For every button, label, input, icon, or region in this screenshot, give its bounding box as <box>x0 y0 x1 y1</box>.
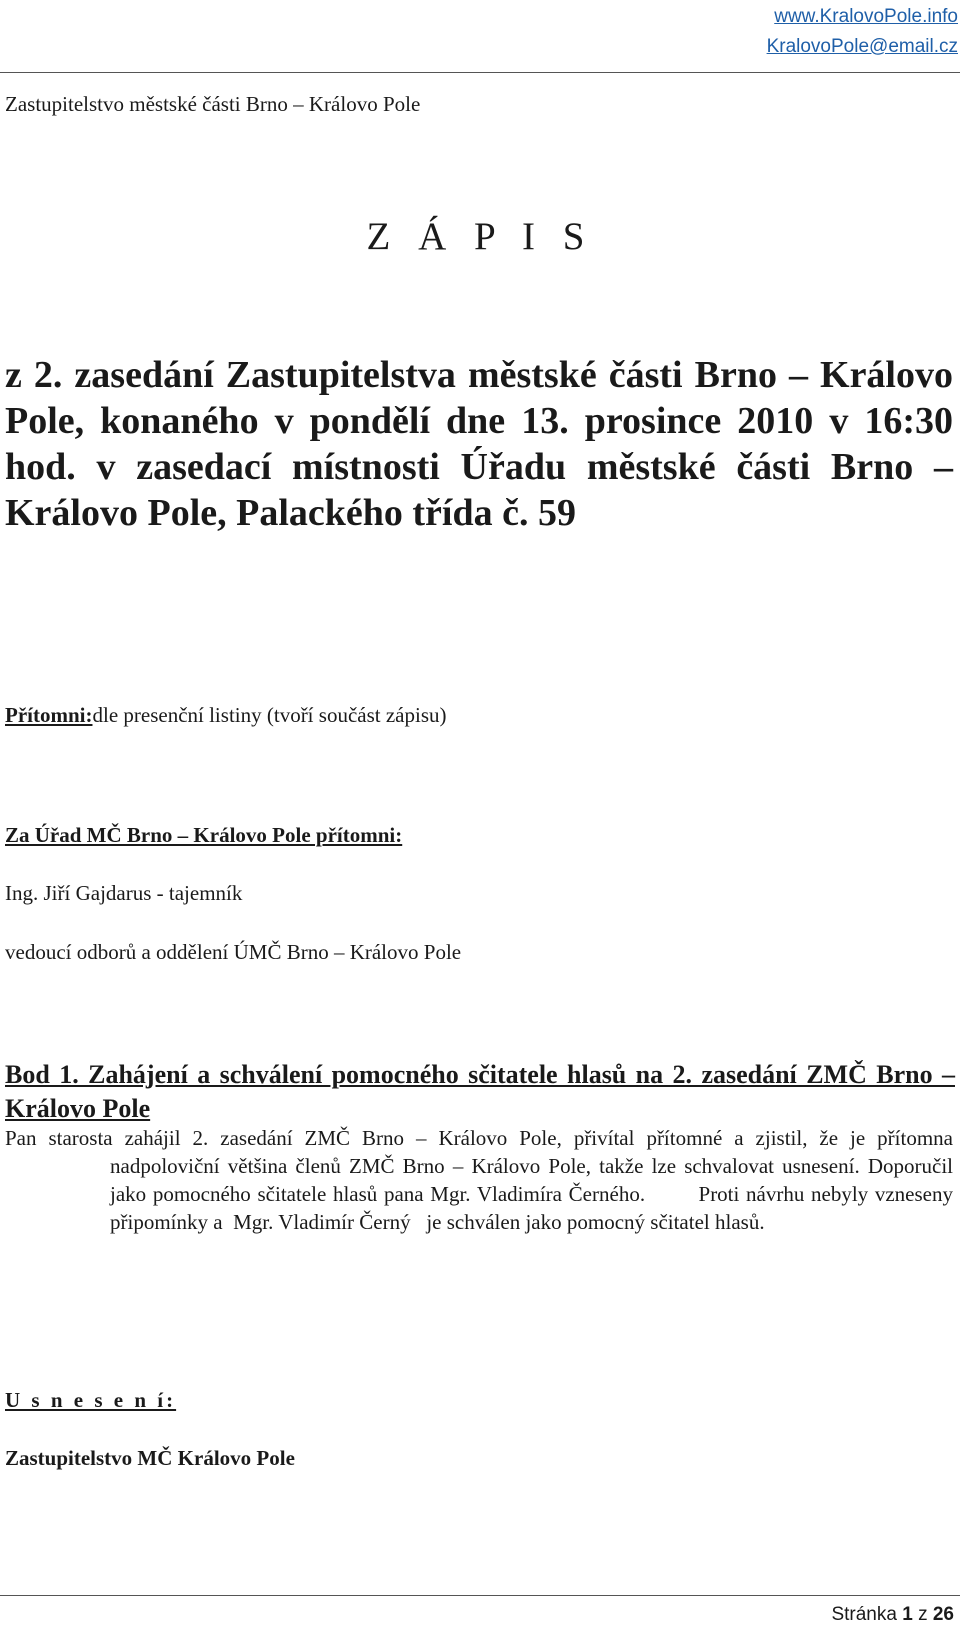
document-title: Z Á P I S <box>366 215 594 258</box>
footer-divider <box>0 1595 960 1596</box>
resolution-label: U s n e s e n í: <box>5 1388 177 1412</box>
office-present-line: vedoucí odborů a oddělení ÚMČ Brno – Královo Pole <box>5 940 462 964</box>
page-current: 1 <box>902 1604 913 1625</box>
resolution-body: Zastupitelstvo MČ Královo Pole <box>5 1446 295 1470</box>
item1-text: Pan starosta zahájil 2. zasedání ZMČ Brno – Královo Pole, přivítal přítomné a zjistil, že je přítomna nadpoloviční většina členů ZMČ Brno – Královo Pole, takže lze schvalovat usnesení. Doporučil jako pomocného sčitatele hlasů pana Mgr. Vladimíra Černého. Proti návrhu nebyly vzneseny připomínky a Mgr. Vladimír Černý je schválen jako pomocný sčitatel hlasů. <box>5 1126 959 1234</box>
office-present-heading: Za Úřad MČ Brno – Královo Pole přítomni: <box>5 823 403 847</box>
organization-name: Zastupitelstvo městské části Brno – Královo Pole <box>5 92 421 116</box>
page-total: 26 <box>932 1604 954 1625</box>
header-contacts <box>767 2 958 62</box>
present-line <box>5 703 446 728</box>
page-of: z <box>918 1604 928 1625</box>
website-link[interactable]: www.KralovoPole.info <box>774 6 958 27</box>
item1-heading: Bod 1. Zahájení a schválení pomocného sčitatele hlasů na 2. zasedání ZMČ Brno – Královo Pole <box>5 1060 955 1123</box>
header-divider <box>0 72 960 73</box>
office-present-line: Ing. Jiří Gajdarus - tajemník <box>5 881 243 905</box>
email-link[interactable]: KralovoPole@email.cz <box>766 36 958 57</box>
meeting-heading: z 2. zasedání Zastupitelstva městské části Brno – Královo Pole, konaného v pondělí dne 13. prosince 2010 v 16:30 hod. v zasedací místnosti Úřadu městské části Brno – Královo Pole, Palackého třída č. 59 <box>5 354 953 534</box>
page-word: Stránka <box>831 1604 897 1625</box>
page-counter <box>831 1604 954 1626</box>
present-text: dle presenční listiny (tvoří součást zápisu) <box>92 703 447 727</box>
present-label: Přítomni: <box>5 703 93 727</box>
